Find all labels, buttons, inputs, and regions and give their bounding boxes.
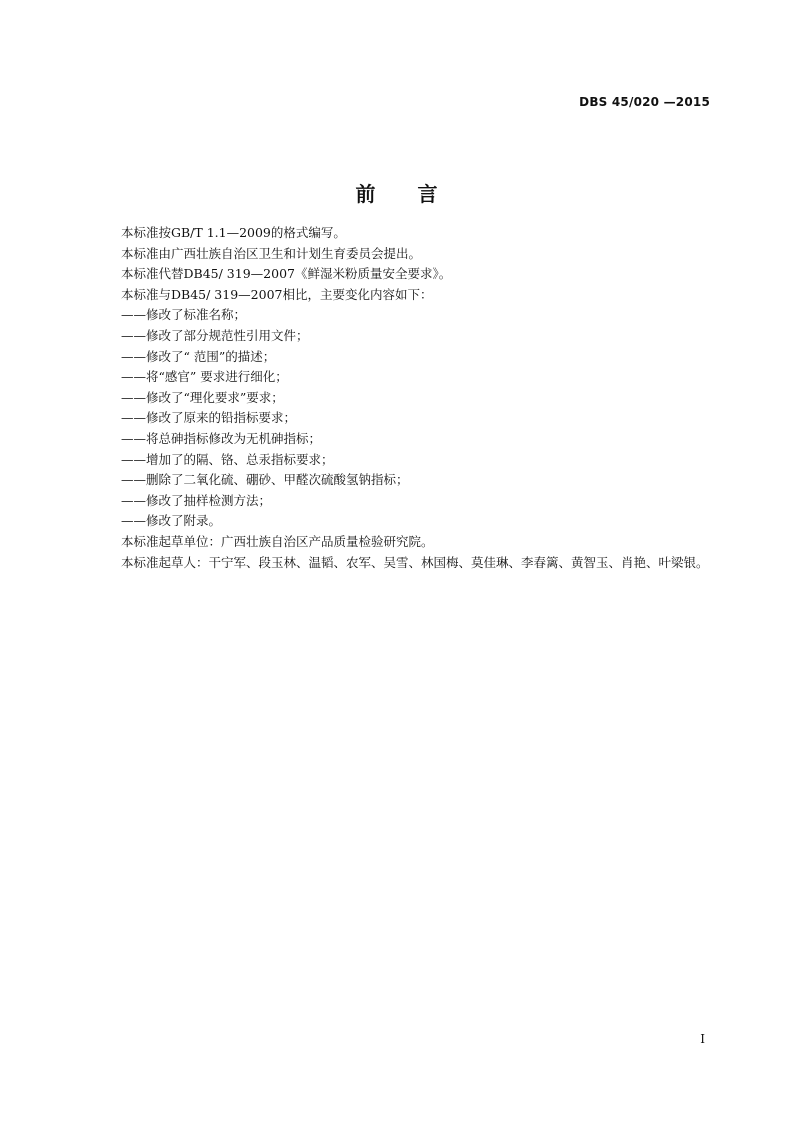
change-item: ——修改了附录。 — [121, 513, 222, 529]
change-item: ——修改了标准名称； — [121, 307, 247, 323]
page-title: 前言 — [355, 182, 480, 206]
change-item: ——修改了抽样检测方法； — [121, 492, 272, 508]
paragraph-drafters: 本标准起草人：干宁军、段玉林、温韬、农军、吴雪、林国梅、莫佳琳、李春篱、黄智玉、肖艳、叶梁银。 — [121, 554, 709, 570]
change-item: ——修改了“ 范围”的描述； — [121, 348, 276, 364]
standard-code: DBS 45/020 —2015 — [579, 95, 710, 109]
paragraph-format: 本标准按GB/T 1.1—2009的格式编写。 — [121, 225, 346, 240]
change-item: ——将“感官” 要求进行细化； — [121, 369, 288, 385]
change-item: ——修改了原来的铅指标要求； — [121, 410, 297, 426]
change-item: ——将总砷指标修改为无机砷指标； — [121, 430, 322, 446]
paragraph-replaces: 本标准代替DB45/ 319—2007《鲜湿米粉质量安全要求》。 — [121, 266, 452, 282]
paragraph-drafting-unit: 本标准起草单位：广西壮族自治区产品质量检验研究院。 — [121, 533, 434, 549]
paragraph-changes-intro: 本标准与DB45/ 319—2007相比，主要变化内容如下： — [121, 286, 433, 302]
change-item: ——修改了部分规范性引用文件； — [121, 327, 309, 343]
change-item: ——删除了二氧化硫、硼砂、甲醛次硫酸氢钠指标； — [121, 472, 409, 488]
page-number: I — [700, 1032, 705, 1046]
change-item: ——增加了的隔、铬、总汞指标要求； — [121, 451, 334, 467]
foreword-body — [89, 223, 719, 573]
paragraph-proposer: 本标准由广西壮族自治区卫生和计划生育委员会提出。 — [121, 245, 422, 261]
change-item: ——修改了“理化要求”要求； — [121, 389, 284, 405]
